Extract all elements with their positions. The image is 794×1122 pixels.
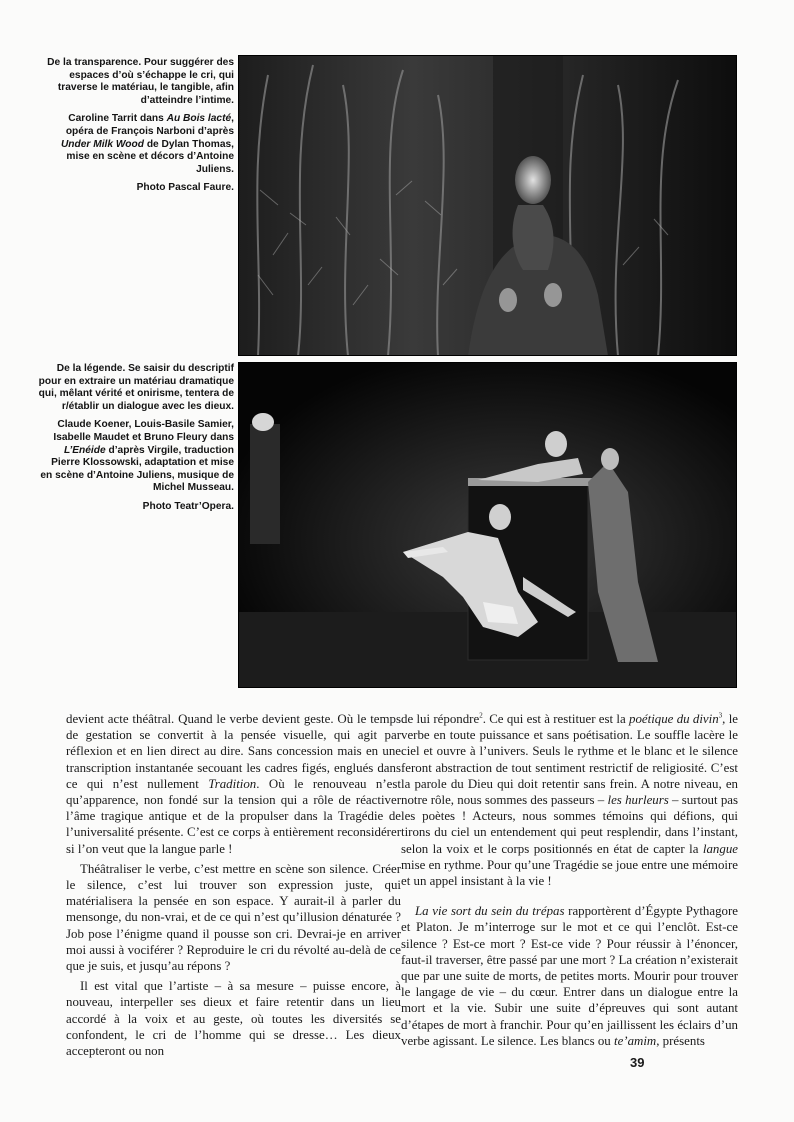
paragraph: Théâtraliser le verbe, c’est mettre en scène son silence. Créer le silence, c’est lui trouver son expression juste, qui matérialisera la pensée en son espace. Y aurait-il à parler du mensonge, du non-vrai, et de ce qui n’est qu’illusion dénaturée ? Job pose l’énigme quand il pousse son cri. Devrai-je en arriver moi aussi à vociférer ? Reproduire le cri du révolté au-delà de ce que je suis, et jusqu’au répons ? [66, 861, 401, 974]
emphasis: te’amim [613, 1033, 657, 1048]
stage-photo-transparence [238, 55, 737, 356]
emphasis: Tradition [208, 776, 257, 791]
photo-eneide [238, 362, 737, 688]
caption-transparence [38, 57, 234, 201]
page-number: 39 [630, 1055, 645, 1070]
work-title: Au Bois lacté [166, 113, 232, 125]
caption-theme: De la transparence. Pour suggérer des espaces d’où s’échappe le cri, qui traverse le matériau, le tangible, afin d’atteindre l’intime. [47, 57, 234, 106]
paragraph: Il est vital que l’artiste – à sa mesure – puisse encore, à nouveau, interpeller ses dieux et faire retentir dans un lieu accordé à la voix et au geste, où toutes les diversités se confondent, le cri de l’homme qui se dresse… Les dieux accepteront ou non [66, 979, 401, 1059]
source-title: Under Milk Wood [60, 138, 144, 150]
footnote-ref: 3 [718, 711, 723, 720]
footnote-ref: 2 [479, 711, 483, 720]
emphasis: poétique du divin [629, 712, 719, 726]
body-column-right [401, 711, 738, 1049]
caption-credits: Claude Koener, Louis-Basile Samier, Isabelle Maudet et Bruno Fleury dans L’Enéide d’après Virgile, traduction Pierre Klossowski, adaptation et mise en scène d’Antoine Juliens, musique de Michel Musseau. [40, 419, 234, 494]
caption-theme: De la légende. Se saisir du descriptif pour en extraire un matériau dramatique qui, mêlant vérité et onirisme, tentera de r/établir un dialogue avec les dieux. [38, 363, 234, 412]
body-column-left [66, 711, 401, 1059]
photo-credit: Photo Teatr’Opera. [142, 500, 234, 512]
paragraph: devient acte théâtral. Quand le verbe devient geste. Où le temps de gestation se convertit à la pensée visuelle, qui agit par réflexion et en lien direct au dire. Sans concession mais en une transcription instantanée secouant les cadres figés, englués dans ce qui n’est nullement Tradition. Où le renouveau n’est qu’apparence, non fondé sur la tension qui a rôle de réactiver l’âme tragique antique et de la propulser dans la Tragédie de l’universalité présente. C’est ce corps à entièrement reconsidérer si l’on veut que la langue parle ! [66, 712, 401, 856]
photo-credit: Photo Pascal Faure. [136, 182, 234, 194]
emphasis: langue [702, 841, 738, 856]
stage-photo-legende [238, 362, 737, 688]
quote: La vie sort du sein du trépas [415, 904, 565, 919]
paragraph: de lui répondre$^2$. Ce qui est à restituer est la poétique du divin$^3$, le verbe en toute puissance et sans poétisation. Le souffle lacère le ciel et ouvre à l’univers. Seuls le rythme et le blanc et le silence feront abstraction de tout sentiment restrictif de religiosité. C’est la parole du Dieu qui doit retentir sans frein. A notre niveau, en notre rôle, nous sommes des passeurs – les hurleurs – surtout pas les poètes ! Acteurs, nous sommes témoins qui défions, qui tirons du ciel un entendement qui peut resplendir, dans l’instant, selon la voix et le corps positionnés en état de capter la langue mise en rythme. Pour qu’une Tragédie se joue entre une mémoire et un appel insistant à la vie ! [401, 711, 739, 889]
work-title: L’Enéide [63, 444, 106, 456]
emphasis: les hurleurs [607, 793, 669, 808]
paragraph: La vie sort du sein du trépas rapportèrent d’Égypte Pythagore et Platon. Je m’interroge sur le mot et ce qui l’enclôt. Est-ce silence ? Est-ce mort ? Est-ce vide ? Pour réussir à l’énoncer, faut-il traverser, être passé par une mort ? La création n’existerait que par une suite de morts, de petites morts. Mourir pour trouver le langage de vie – du cœur. Entrer dans un dialogue entre la mort et la vie. Subir une suite d’épreuves qui sont autant d’étapes de mort à franchir. Pour qu’en jaillissent les éclairs d’un verbe agissant. Le silence. Les blancs ou te’amim, présents [401, 904, 738, 1048]
caption-legende [38, 363, 234, 520]
photo-au-bois-lacte [238, 55, 737, 356]
caption-credits: Caroline Tarrit dans Au Bois lacté, opéra de François Narboni d’après Under Milk Wood de Dylan Thomas, mise en scène et décors d’Antoine Juliens. [60, 113, 234, 175]
